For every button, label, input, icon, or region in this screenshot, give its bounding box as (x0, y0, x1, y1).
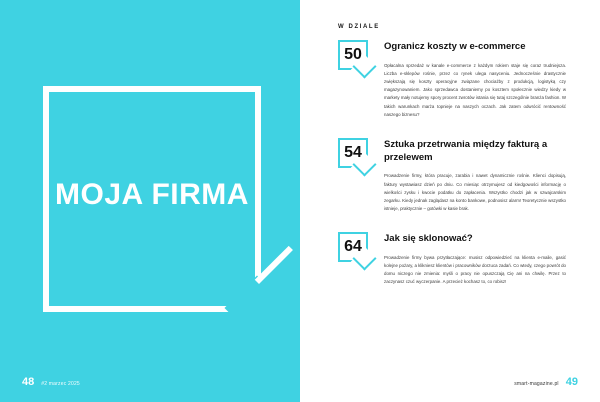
entry-text: Opłacalna sprzedaż w kanale e-commerce z każdym rokiem staje się coraz trudniejsza. Liczba e-sklepów rośnie, przez co rynek ulega nasyceniu. Jednocześnie drastycznie zwiększają się koszty operacyjne związane chociażby z produkcją, logistyką czy magazynowaniem. Jako sprzedawca dostaniemy po kosztem społecznie wiedzy kiedy w markety mały notujemy spory procent zwrotów istania się tutaj szczególnie branża fashion. W takich warunkach marża topnieje na naszych oczach. Jak zatem odwrócić rentowność naszego biznesu? (384, 62, 566, 117)
frame-corner-edge (255, 246, 293, 284)
entry-body (384, 40, 566, 119)
entry-title: Jak się sklonować? (384, 233, 473, 245)
cover-frame (43, 86, 261, 312)
folio-right: 49 (565, 376, 578, 388)
folio-left: 48 (22, 376, 35, 388)
cover-title: MOJA FIRMA (55, 178, 249, 211)
entry-title: Ogranicz koszty w e-commerce (384, 41, 526, 52)
page-number: 54 (344, 143, 362, 161)
left-page-footer (22, 376, 80, 388)
page-number-badge (338, 138, 374, 170)
page-number: 64 (344, 238, 362, 256)
entry-body (384, 138, 566, 213)
section-kicker: W DZIALE (338, 24, 380, 30)
issue-line: #2 marzec 2025 (41, 381, 80, 387)
entry-text: Prowadzenie firmy bywa przytłaczające: musisz odpowiedzieć na klienta e-maile, gasić kolejne pożary, a klikniesz klientów i pracowników dorzuca zadań. Co wtedy, czego powrót do domu niczego nie zmienia: myśli o pracy nie opuszczają Cię ani na chwilę. Przez to zaczynasz czuć wyczerpanie. A przecież kochasz to, co robisz! (384, 254, 566, 285)
page-number: 50 (344, 46, 362, 63)
list-item[interactable] (338, 40, 566, 119)
table-of-contents (338, 40, 566, 306)
right-page (300, 0, 600, 402)
list-item[interactable] (338, 232, 566, 286)
frame-corner-cut (224, 275, 289, 340)
entry-text: Prowadzenie firmy, która pracuje, zarabia i nawet dynamicznie rośnie. Klienci dopisują, faktury wystawiasz dzień po dniu. Co miesiąc otrzymujesz od kiedgowości informację o wielkości zysku i kwocie podatku do zapłacenia. Wszystko chodzi jak w szwajcarskim zegarku. Kiedy jednak zaglądasz na konto bankowe, podnosisz alarm! Teoretycznie wszystko istnieje, praktycznie – gotówki w kasie brak. (384, 173, 566, 211)
page-number-badge (338, 40, 374, 72)
page-number-badge (338, 232, 374, 264)
entry-body (384, 232, 566, 286)
list-item[interactable] (338, 138, 566, 213)
magazine-name: smart-magazine.pl (514, 381, 559, 387)
right-page-footer (514, 376, 578, 388)
entry-title: Sztuka przetrwania między fakturą a przelewem (384, 138, 548, 163)
